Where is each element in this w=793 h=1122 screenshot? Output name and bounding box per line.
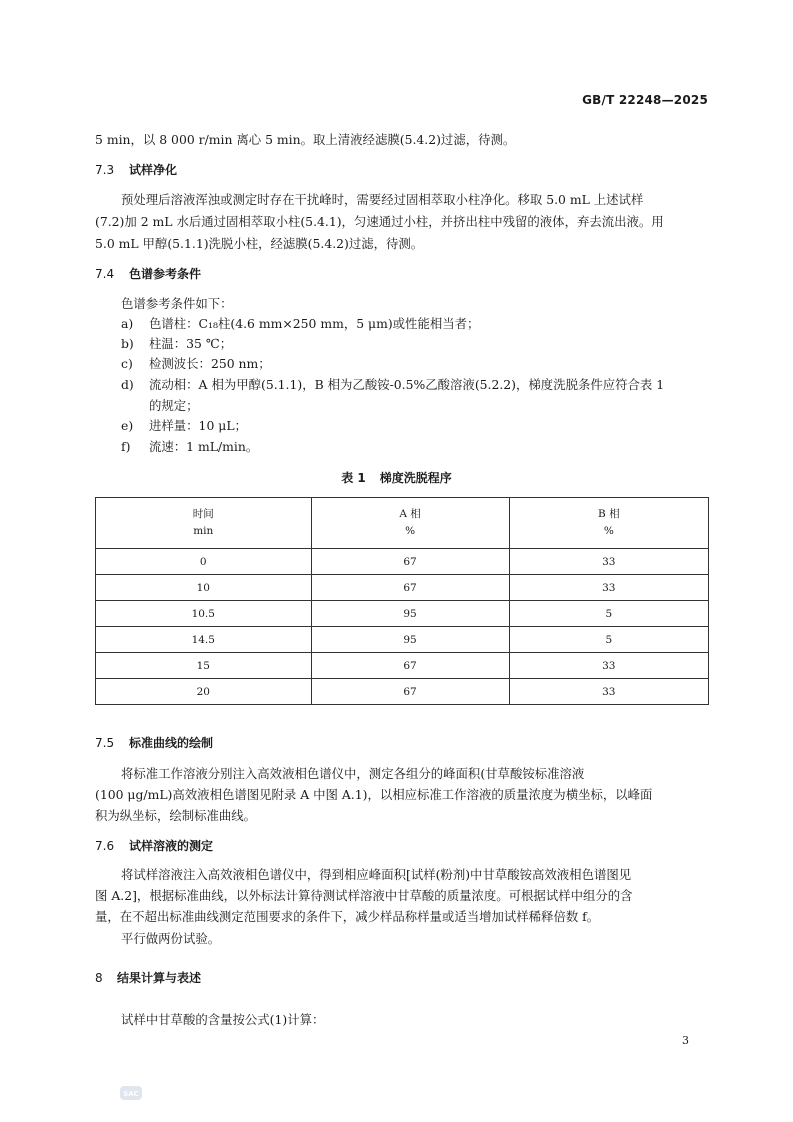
list-item xyxy=(121,418,247,434)
cell-a: 95 xyxy=(311,627,509,653)
cell-a: 67 xyxy=(311,549,509,575)
paragraph-line: 图 A.2]，根据标准曲线，以外标法计算待测试样溶液中甘草酸的质量浓度。可根据试样中组分的含 xyxy=(95,888,633,903)
table-row xyxy=(96,549,709,575)
gradient-table xyxy=(95,497,709,705)
list-label: a) xyxy=(121,316,134,331)
list-intro: 色谱参考条件如下： xyxy=(121,296,233,311)
list-text: 柱温：35 ℃； xyxy=(149,336,233,351)
cell-a: 67 xyxy=(311,679,509,705)
section-7-5-heading xyxy=(95,735,213,751)
table-caption xyxy=(0,469,793,486)
header-unit: % xyxy=(405,525,416,537)
section-title: 试样净化 xyxy=(129,163,178,177)
cell-b: 5 xyxy=(509,601,708,627)
list-item xyxy=(121,398,199,414)
sac-logo xyxy=(120,1085,142,1104)
section-title: 标准曲线的绘制 xyxy=(129,736,214,750)
list-label: d) xyxy=(121,377,134,392)
cell-time: 14.5 xyxy=(96,627,312,653)
list-label: b) xyxy=(121,336,134,351)
list-text: 流动相：A 相为甲醇(5.1.1)，B 相为乙酸铵-0.5%乙酸溶液(5.2.2)，梯度洗脱条件应符合表 1 xyxy=(149,377,665,392)
cell-time: 15 xyxy=(96,653,312,679)
paragraph-line: 将试样溶液注入高效液相色谱仪中，得到相应峰面积[试样(粉剂)中甘草酸铵高效液相色谱图见 xyxy=(121,867,632,882)
cell-time: 0 xyxy=(96,549,312,575)
page-number: 3 xyxy=(682,1034,689,1047)
cell-time: 10.5 xyxy=(96,601,312,627)
paragraph-line: 积为纵坐标，绘制标准曲线。 xyxy=(95,808,257,823)
table-header-row xyxy=(96,498,709,549)
cell-b: 33 xyxy=(509,549,708,575)
paragraph-line: 量，在不超出标准曲线测定范围要求的条件下，减少样品称样量或适当增加试样稀释倍数 f。 xyxy=(95,909,600,924)
section-8-heading xyxy=(95,970,201,986)
cell-time: 20 xyxy=(96,679,312,705)
list-item xyxy=(121,356,271,372)
section-title: 结果计算与表述 xyxy=(117,971,202,985)
list-label: c) xyxy=(121,356,133,371)
list-text: 色谱柱：C₁₈柱(4.6 mm×250 mm，5 μm)或性能相当者； xyxy=(149,316,480,331)
cell-time: 10 xyxy=(96,575,312,601)
paragraph-line: 平行做两份试验。 xyxy=(121,931,221,946)
section-number: 7.3 xyxy=(95,163,115,177)
list-item xyxy=(121,439,258,455)
header-unit: min xyxy=(193,525,214,537)
list-label: f) xyxy=(121,439,131,454)
header-time xyxy=(96,498,312,549)
cell-b: 33 xyxy=(509,679,708,705)
cell-a: 67 xyxy=(311,575,509,601)
section-7-3-heading xyxy=(95,162,177,178)
cell-a: 67 xyxy=(311,653,509,679)
list-label: e) xyxy=(121,418,134,433)
table-title: 梯度洗脱程序 xyxy=(379,471,452,485)
header-name: A 相 xyxy=(399,508,421,520)
continuation-text: 5 min，以 8 000 r/min 离心 5 min。取上清液经滤膜(5.4.2)过滤，待测。 xyxy=(95,132,516,147)
cell-b: 33 xyxy=(509,575,708,601)
sac-logo-icon xyxy=(120,1086,142,1100)
table-row xyxy=(96,601,709,627)
header-unit: % xyxy=(603,525,614,537)
section-number: 8 xyxy=(95,971,103,985)
list-text: 进样量：10 μL； xyxy=(149,418,247,433)
paragraph-line: 5.0 mL 甲醇(5.1.1)洗脱小柱，经滤膜(5.4.2)过滤，待测。 xyxy=(95,236,424,251)
standard-code: GB/T 22248—2025 xyxy=(582,93,708,107)
logo-text: SAC xyxy=(123,1090,139,1098)
header-name: B 相 xyxy=(598,508,620,520)
header-phase-a xyxy=(311,498,509,549)
section-7-4-heading xyxy=(95,266,201,282)
table-number: 表 1 xyxy=(341,471,366,485)
section-7-6-heading xyxy=(95,838,213,854)
header-name: 时间 xyxy=(192,508,214,520)
table-row xyxy=(96,679,709,705)
paragraph-line: (7.2)加 2 mL 水后通过固相萃取小柱(5.4.1)，匀速通过小柱，并挤出柱中残留的液体，弃去流出液。用 xyxy=(95,214,664,229)
cell-a: 95 xyxy=(311,601,509,627)
table-row xyxy=(96,575,709,601)
header-phase-b xyxy=(509,498,708,549)
section-title: 色谱参考条件 xyxy=(129,267,202,281)
list-item xyxy=(121,336,232,352)
paragraph-line: 预处理后溶液浑浊或测定时存在干扰峰时，需要经过固相萃取小柱净化。移取 5.0 mL 上述试样 xyxy=(121,192,644,207)
list-text: 流速：1 mL/min。 xyxy=(149,439,259,454)
list-item xyxy=(121,316,479,332)
list-text: 检测波长：250 nm； xyxy=(149,356,271,371)
section-title: 试样溶液的测定 xyxy=(129,839,214,853)
section-number: 7.5 xyxy=(95,736,115,750)
section-number: 7.6 xyxy=(95,839,115,853)
list-text: 的规定； xyxy=(149,398,199,413)
paragraph-line: (100 μg/mL)高效液相色谱图见附录 A 中图 A.1)，以相应标准工作溶液的质量浓度为横坐标，以峰面 xyxy=(95,787,653,802)
section-number: 7.4 xyxy=(95,267,115,281)
paragraph-line: 将标准工作溶液分别注入高效液相色谱仪中，测定各组分的峰面积(甘草酸铵标准溶液 xyxy=(121,766,585,781)
cell-b: 5 xyxy=(509,627,708,653)
cell-b: 33 xyxy=(509,653,708,679)
table-row xyxy=(96,653,709,679)
table-row xyxy=(96,627,709,653)
paragraph-line: 试样中甘草酸的含量按公式(1)计算： xyxy=(121,1012,325,1027)
list-item xyxy=(121,377,664,393)
